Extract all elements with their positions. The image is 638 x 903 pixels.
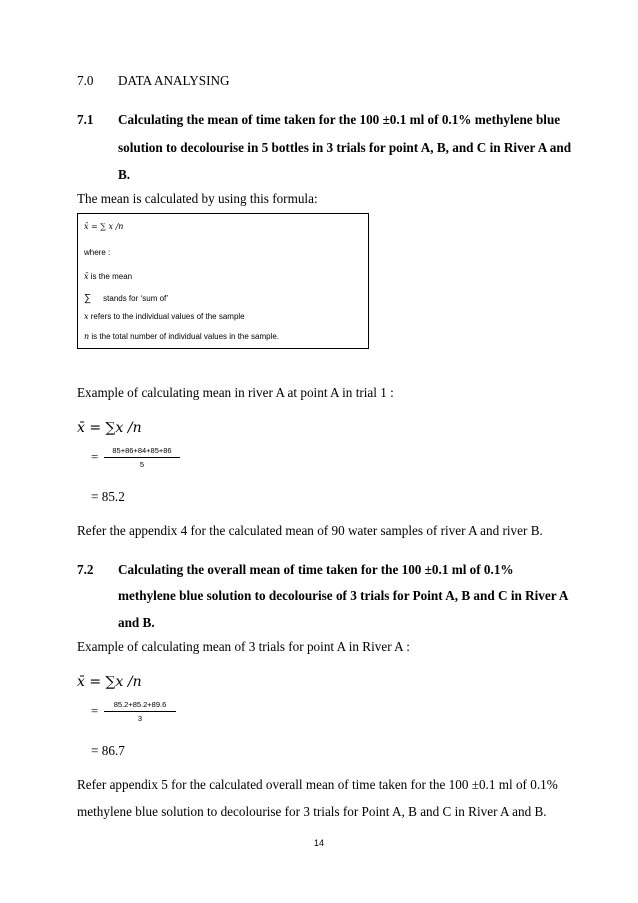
subsection-heading-7-1-line3: B. (118, 167, 131, 182)
example2-text: Example of calculating mean of 3 trials for point A in River A : (77, 639, 410, 654)
example1-result: = 85.2 (91, 489, 125, 504)
box-formula: x̄ = ∑ x /n (84, 222, 124, 231)
section-title: DATA ANALYSING (118, 73, 230, 88)
example1-text: Example of calculating mean in river A at point A in trial 1 : (77, 385, 394, 400)
subsection-number-7-1: 7.1 (77, 112, 94, 127)
subsection-heading-7-2-line3: and B. (118, 615, 155, 630)
refer-appendix-4: Refer the appendix 4 for the calculated mean of 90 water samples of river A and river B. (77, 523, 543, 538)
refer-appendix-5-line1: Refer appendix 5 for the calculated overall mean of time taken for the 100 ±0.1 ml of 0.1% (77, 777, 558, 792)
box-sigma-line: ∑ stands for ‘sum of’ (84, 293, 169, 304)
formula-definition-box (77, 213, 369, 349)
example2-numerator: 85.2+85.2+89.6 (113, 700, 167, 709)
page-number: 14 (313, 838, 324, 848)
example1-fraction (104, 446, 180, 469)
box-where: where : (84, 248, 111, 257)
example1-equals: = (91, 449, 99, 464)
formula-intro-text: The mean is calculated by using this formula: (77, 191, 318, 206)
subsection-heading-7-1-line1: Calculating the mean of time taken for the 100 ±0.1 ml of 0.1% methylene blue (118, 112, 561, 127)
example2-equals: = (91, 703, 99, 718)
box-n-line: n is the total number of individual values in the sample. (84, 332, 280, 341)
subsection-number-7-2: 7.2 (77, 562, 94, 577)
example2-formula: x̄ = ∑x /n (77, 674, 142, 690)
subsection-heading-7-2-line1: Calculating the overall mean of time taken for the 100 ±0.1 ml of 0.1% (118, 562, 514, 577)
subsection-heading-7-1-line2: solution to decolourise in 5 bottles in 3 trials for point A, B, and C in River A and (118, 140, 572, 155)
example1-formula: x̄ = ∑x /n (77, 420, 142, 436)
example1-numerator: 85+86+84+85+86 (112, 446, 172, 455)
refer-appendix-5-line2: methylene blue solution to decolourise for 3 trials for Point A, B and C in River A and B. (77, 804, 547, 819)
subsection-heading-7-2-line2: methylene blue solution to decolourise of 3 trials for Point A, B and C in River A (118, 588, 569, 603)
example2-denominator: 3 (137, 714, 143, 723)
example2-result: = 86.7 (91, 743, 125, 758)
example1-denominator: 5 (139, 460, 145, 469)
box-xbar-line: x̄ is the mean (84, 272, 133, 281)
box-x-line: x refers to the individual values of the sample (84, 312, 245, 321)
example2-fraction (104, 700, 176, 723)
section-number: 7.0 (77, 73, 94, 88)
